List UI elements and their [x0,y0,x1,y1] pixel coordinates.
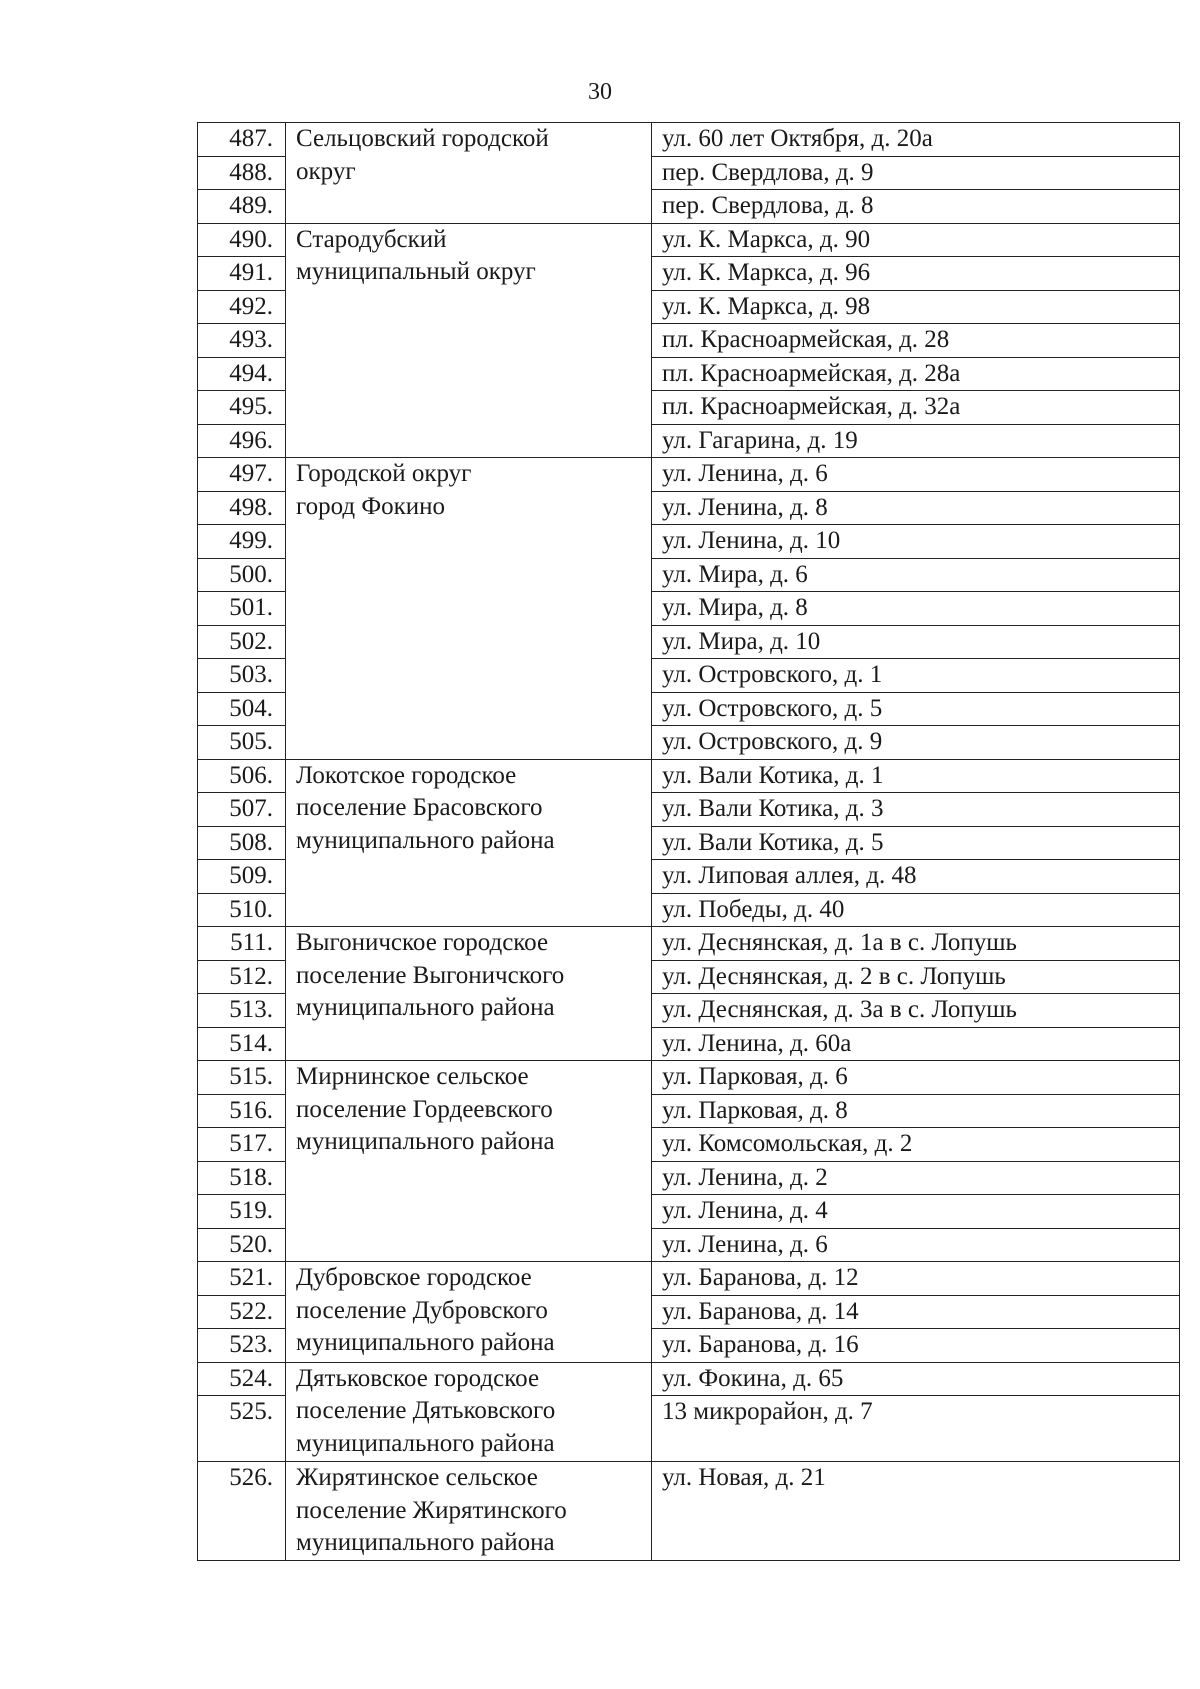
row-number: 492. [198,290,286,324]
municipality-name-line: Сельцовский городской [296,125,549,152]
address-cell: ул. Парковая, д. 8 [652,1094,1180,1128]
row-number: 510. [198,893,286,927]
municipality-cell [286,1462,652,1561]
address-cell: ул. Деснянская, д. 3а в с. Лопушь [652,994,1180,1028]
address-cell: ул. Мира, д. 8 [652,592,1180,626]
address-cell: ул. Ленина, д. 4 [652,1195,1180,1229]
municipality-cell [286,223,652,458]
address-cell: ул. Ленина, д. 6 [652,1228,1180,1262]
row-number: 511. [198,927,286,961]
row-number: 491. [198,257,286,291]
address-cell: пл. Красноармейская, д. 28а [652,357,1180,391]
municipality-name-line: муниципального района [296,826,555,854]
row-number: 488. [198,156,286,190]
municipality-name-line: поселение Жирятинского [296,1496,567,1524]
address-cell: пл. Красноармейская, д. 28 [652,324,1180,358]
row-number: 514. [198,1027,286,1061]
row-number: 505. [198,726,286,760]
table-row [198,1462,1180,1561]
row-number: 487. [198,123,286,157]
municipality-name-line: Дятьковское городское [296,1364,540,1392]
municipality-name-line: округ [296,157,356,185]
address-cell: ул. Ленина, д. 6 [652,458,1180,492]
row-number: 504. [198,692,286,726]
table-row [198,123,1180,157]
table-row [198,458,1180,492]
address-cell: ул. Мира, д. 6 [652,558,1180,592]
address-cell: ул. Островского, д. 9 [652,726,1180,760]
row-number: 517. [198,1128,286,1162]
row-number: 497. [198,458,286,492]
row-number: 509. [198,860,286,894]
address-cell: ул. Островского, д. 1 [652,659,1180,693]
address-cell: ул. Ленина, д. 60а [652,1027,1180,1061]
municipality-name-line: Стародубский [296,225,447,253]
table-row [198,1262,1180,1296]
address-cell: 13 микрорайон, д. 7 [652,1396,1180,1462]
address-cell: пер. Свердлова, д. 8 [652,190,1180,224]
municipality-name-line: муниципальный округ [296,258,536,285]
row-number: 508. [198,826,286,860]
municipality-name-line: поселение Дубровского [296,1296,548,1324]
municipality-name-line: Локотское городское [296,761,517,789]
row-number: 502. [198,625,286,659]
municipality-cell [286,123,652,224]
municipality-name-line: муниципального района [296,1329,555,1356]
municipality-name-line: поселение Выгоничского [296,961,565,989]
municipality-name-line: Дубровское городское [296,1264,532,1291]
row-number: 521. [198,1262,286,1296]
address-cell: ул. Ленина, д. 2 [652,1161,1180,1195]
row-number: 495. [198,391,286,425]
address-cell: ул. Деснянская, д. 2 в с. Лопушь [652,960,1180,994]
address-cell: ул. Баранова, д. 12 [652,1262,1180,1296]
row-number: 501. [198,592,286,626]
address-table-body [198,123,1180,1561]
address-cell: ул. Вали Котика, д. 5 [652,826,1180,860]
address-cell: ул. К. Маркса, д. 90 [652,223,1180,257]
municipality-name-line: Жирятинское сельское [296,1464,538,1491]
municipality-name-line: поселение Брасовского [296,794,543,821]
row-number: 498. [198,491,286,525]
address-cell: пер. Свердлова, д. 9 [652,156,1180,190]
municipality-name-line: муниципального района [296,1128,555,1155]
address-cell: ул. Гагарина, д. 19 [652,424,1180,458]
address-cell: ул. Баранова, д. 14 [652,1295,1180,1329]
municipality-cell [286,759,652,927]
municipality-name-line: муниципального района [296,1429,555,1457]
row-number: 489. [198,190,286,224]
table-row [198,1061,1180,1095]
address-cell: ул. Мира, д. 10 [652,625,1180,659]
row-number: 496. [198,424,286,458]
row-number: 490. [198,223,286,257]
municipality-name-line: поселение Дятьковского [296,1397,556,1424]
address-table [197,122,1180,1561]
row-number: 513. [198,994,286,1028]
address-cell: ул. Липовая аллея, д. 48 [652,860,1180,894]
row-number: 518. [198,1161,286,1195]
municipality-name-line: Мирнинское сельское [296,1063,529,1090]
row-number: 506. [198,759,286,793]
row-number: 512. [198,960,286,994]
page-number: 30 [588,79,612,105]
address-cell: ул. Вали Котика, д. 3 [652,793,1180,827]
address-cell: ул. Новая, д. 21 [652,1462,1180,1561]
municipality-name-line: Выгоничское городское [296,929,549,956]
row-number: 523. [198,1329,286,1363]
address-cell: ул. Островского, д. 5 [652,692,1180,726]
address-cell: ул. Парковая, д. 6 [652,1061,1180,1095]
row-number: 526. [198,1462,286,1561]
address-cell: ул. 60 лет Октября, д. 20а [652,123,1180,157]
municipality-name-line: муниципального района [296,994,555,1021]
row-number: 507. [198,793,286,827]
municipality-name-line: город Фокино [296,492,446,520]
address-cell: ул. Фокина, д. 65 [652,1362,1180,1396]
address-cell: ул. Вали Котика, д. 1 [652,759,1180,793]
row-number: 519. [198,1195,286,1229]
municipality-cell [286,1061,652,1262]
address-cell: ул. Деснянская, д. 1а в с. Лопушь [652,927,1180,961]
row-number: 515. [198,1061,286,1095]
table-row [198,759,1180,793]
address-cell: ул. Баранова, д. 16 [652,1329,1180,1363]
municipality-cell [286,458,652,760]
row-number: 524. [198,1362,286,1396]
municipality-cell [286,927,652,1061]
row-number: 500. [198,558,286,592]
municipality-name-line: поселение Гордеевского [296,1095,553,1123]
address-cell: ул. К. Маркса, д. 96 [652,257,1180,291]
row-number: 499. [198,525,286,559]
table-row [198,223,1180,257]
row-number: 494. [198,357,286,391]
row-number: 503. [198,659,286,693]
row-number: 522. [198,1295,286,1329]
address-cell: пл. Красноармейская, д. 32а [652,391,1180,425]
address-cell: ул. К. Маркса, д. 98 [652,290,1180,324]
municipality-name-line: муниципального района [296,1529,555,1556]
row-number: 525. [198,1396,286,1462]
row-number: 493. [198,324,286,358]
address-cell: ул. Комсомольская, д. 2 [652,1128,1180,1162]
row-number: 516. [198,1094,286,1128]
municipality-cell [286,1362,652,1462]
address-cell: ул. Победы, д. 40 [652,893,1180,927]
row-number: 520. [198,1228,286,1262]
table-row [198,927,1180,961]
municipality-cell [286,1262,652,1363]
table-row [198,1362,1180,1396]
municipality-name-line: Городской округ [296,460,472,487]
address-cell: ул. Ленина, д. 8 [652,491,1180,525]
address-cell: ул. Ленина, д. 10 [652,525,1180,559]
